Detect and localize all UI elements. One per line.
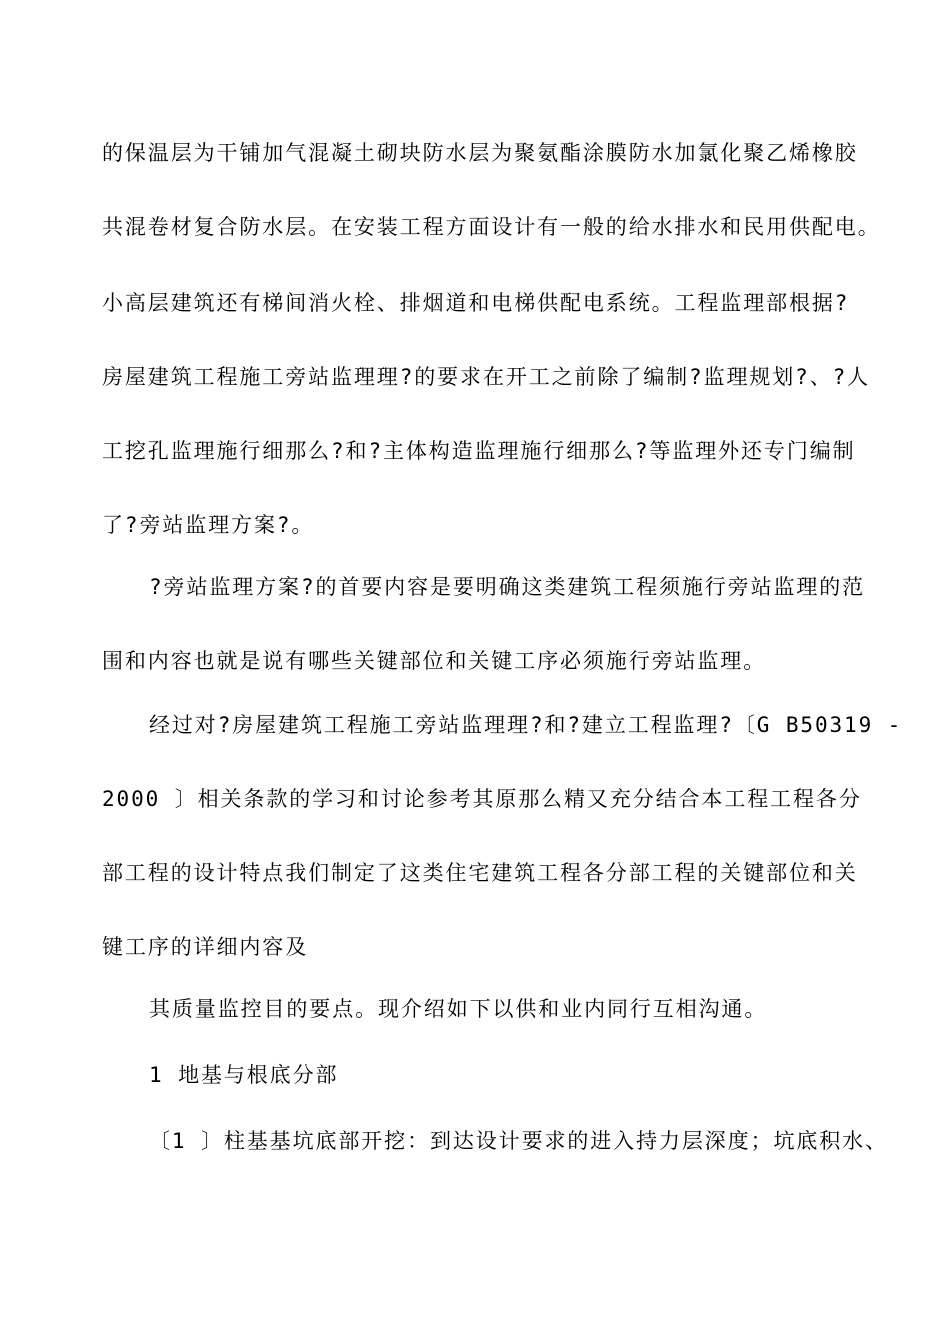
paragraph-line: 键工序的详细内容及	[102, 935, 309, 959]
paragraph-line: 其质量监控目的要点。现介绍如下以供和业内同行互相沟通。	[149, 997, 768, 1021]
paragraph-line: 部工程的设计特点我们制定了这类住宅建筑工程各分部工程的关键部位和关	[102, 861, 858, 885]
paragraph-line: 了?旁站监理方案?。	[102, 513, 315, 537]
paragraph-line: 工挖孔监理施行细那么?和?主体构造监理施行细那么?等监理外还专门编制	[102, 439, 856, 463]
paragraph-line: 围和内容也就是说有哪些关键部位和关键工序必须施行旁站监理。	[102, 649, 767, 673]
paragraph-line: 2000 〕相关条款的学习和讨论参考其原那么精又充分结合本工程工程各分	[102, 787, 862, 811]
paragraph-line: 的保温层为干铺加气混凝土砌块防水层为聚氨酯涂膜防水加氯化聚乙烯橡胶	[102, 141, 858, 165]
section-heading: 1 地基与根底分部	[149, 1063, 339, 1087]
paragraph-line: 共混卷材复合防水层。在安装工程方面设计有一般的给水排水和民用供配电。	[102, 215, 881, 239]
paragraph-line: ?旁站监理方案?的首要内容是要明确这类建筑工程须施行旁站监理的范	[149, 575, 866, 599]
paragraph-line: 房屋建筑工程施工旁站监理理?的要求在开工之前除了编制?监理规划?、?人	[102, 365, 871, 389]
paragraph-line: 经过对?房屋建筑工程施工旁站监理理?和?建立工程监理?〔G B50319 -	[149, 713, 903, 737]
paragraph-line: 〔1 〕柱基基坑底部开挖：到达设计要求的进入持力层深度；坑底积水、	[149, 1129, 888, 1153]
paragraph-line: 小高层建筑还有梯间消火栓、排烟道和电梯供配电系统。工程监理部根据?	[102, 291, 850, 315]
